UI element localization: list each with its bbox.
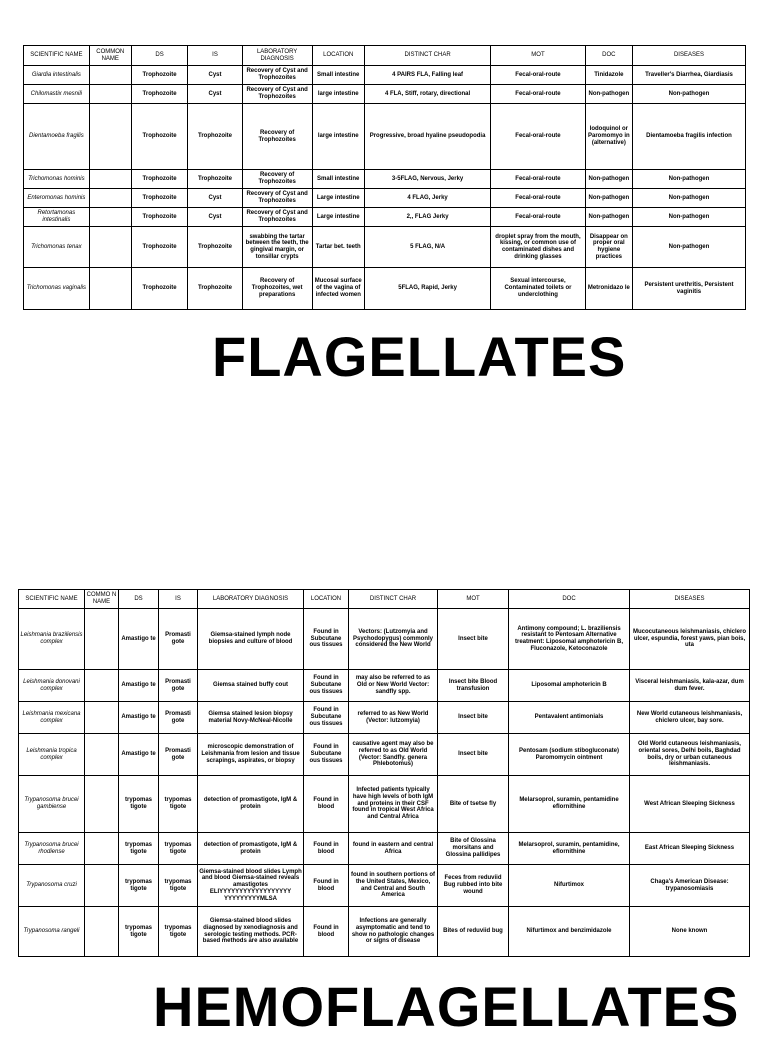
table-row — [19, 734, 750, 776]
column-header: DISTINCT CHAR — [364, 46, 490, 66]
table-row — [19, 670, 750, 702]
column-header: MOT — [491, 46, 585, 66]
table-row — [24, 66, 746, 85]
table-row — [24, 170, 746, 189]
column-header: DOC — [585, 46, 632, 66]
table-cell: Promasti gote — [159, 734, 198, 776]
table-cell: Trypanosoma rangeli — [19, 907, 85, 957]
column-header: LOCATION — [304, 590, 349, 609]
table-cell — [89, 85, 131, 104]
table-header — [19, 590, 750, 609]
table-cell: Large intestine — [312, 189, 364, 208]
table-cell: Recovery of Cyst and Trophozoites — [242, 66, 312, 85]
column-header: COMMON NAME — [89, 46, 131, 66]
table-cell: referred to as New World (Vector: lutzomyia) — [349, 702, 438, 734]
table-cell: Recovery of Trophozoites — [242, 104, 312, 170]
table-cell: Trypanosoma brucei rhodiense — [19, 833, 85, 865]
table-cell: Cyst — [188, 189, 242, 208]
table-cell: Vectors: (Lutzomyia and Psychodopygus) commonly considered the New World — [349, 609, 438, 670]
table-cell: Insect bite Blood transfusion — [438, 670, 509, 702]
table-cell: Infected patients typically have high levels of both IgM and proteins in their CSF found in tropical West Africa and Central Africa — [349, 776, 438, 833]
table-cell: Leishmania braziliensis complex — [19, 609, 85, 670]
table-cell: 4 PAIRS FLA, Falling leaf — [364, 66, 490, 85]
column-header: IS — [159, 590, 198, 609]
table-cell: Trophozoite — [188, 227, 242, 268]
table-cell: Traveller's Diarrhea, Giardiasis — [632, 66, 745, 85]
table-cell: Leishmania tropica complex — [19, 734, 85, 776]
table-cell: Found in Subcutane ous tissues — [304, 702, 349, 734]
table-cell: Non-pathogen — [632, 208, 745, 227]
table-cell: None known — [630, 907, 750, 957]
table-cell — [85, 907, 119, 957]
flagellates-heading: FLAGELLATES — [212, 325, 627, 388]
table-cell: large intestine — [312, 104, 364, 170]
table-cell: Found in blood — [304, 865, 349, 907]
table-cell: Dientamoeba fragilis — [24, 104, 90, 170]
table-cell: Fecal-oral-route — [491, 66, 585, 85]
table-cell: Trophozoite — [131, 170, 187, 189]
table-cell: Iodoquinol or Paromomyo in (alternative) — [585, 104, 632, 170]
table-cell: Amastigo te — [119, 702, 159, 734]
table-cell: Giardia intestinalis — [24, 66, 90, 85]
table-cell: Old World cutaneous leishmaniasis, oriental sores, Delhi boils, Baghdad boils, dry or urban cutaneous leishmaniasis. — [630, 734, 750, 776]
table-cell: trypomas tigote — [119, 907, 159, 957]
table-cell: Liposomal amphotericin B — [509, 670, 630, 702]
table-row — [24, 268, 746, 310]
column-header: IS — [188, 46, 242, 66]
table-cell: causative agent may also be referred to as Old World (Vector: Sandfly. genera Phlebotomus) — [349, 734, 438, 776]
table-row — [19, 609, 750, 670]
table-cell: Giemsa-stained blood slides Lymph and blood Giemsa-stained reveals amastigotes ELIYYYYYYYYYYYYYYYYYY YYYYYYYYYMLSA — [198, 865, 304, 907]
table-cell: Tinidazole — [585, 66, 632, 85]
table-cell: Found in blood — [304, 907, 349, 957]
table-cell: Cyst — [188, 208, 242, 227]
table-cell: Mucosal surface of the vagina of infected women — [312, 268, 364, 310]
table-cell: Promasti gote — [159, 670, 198, 702]
table-cell: Trichomonas vaginalis — [24, 268, 90, 310]
table-cell: Non-pathogen — [632, 170, 745, 189]
table-cell: Giemsa stained buffy cout — [198, 670, 304, 702]
table-cell: Promasti gote — [159, 702, 198, 734]
table-row — [19, 833, 750, 865]
column-header: LABORATORY DIAGNOSIS — [242, 46, 312, 66]
table-cell — [89, 227, 131, 268]
table-row — [19, 865, 750, 907]
flagellates-table — [23, 45, 746, 310]
table-cell: Giemsa stained lesion biopsy material Novy-McNeal-Nicolle — [198, 702, 304, 734]
table-cell: 5 FLAG, N/A — [364, 227, 490, 268]
table-cell — [89, 66, 131, 85]
table-cell: Trophozoite — [131, 268, 187, 310]
table-cell: Large intestine — [312, 208, 364, 227]
table-cell: Bite of Glossina morsitans and Glossina pallidipes — [438, 833, 509, 865]
table-cell: trypomas tigote — [159, 833, 198, 865]
column-header: DS — [131, 46, 187, 66]
table-cell: Mucocutaneous leishmaniasis, chiclero ulcer, espundia, forest yaws, pian bois, uta — [630, 609, 750, 670]
table-cell: Amastigo te — [119, 734, 159, 776]
table-cell: Leishmania donovani complex — [19, 670, 85, 702]
table-cell: Found in blood — [304, 833, 349, 865]
table-cell: Disappear on proper oral hygiene practices — [585, 227, 632, 268]
table-cell: Feces from reduviid Bug rubbed into bite wound — [438, 865, 509, 907]
table-cell: 4 FLA, Stiff, rotary, directional — [364, 85, 490, 104]
table-cell: Leishmania mexicana complex — [19, 702, 85, 734]
column-header: DISEASES — [630, 590, 750, 609]
table-cell: large intestine — [312, 85, 364, 104]
table-cell: trypomas tigote — [119, 865, 159, 907]
table-cell: detection of promastigote, IgM & protein — [198, 776, 304, 833]
table-cell: Chilomastix mesnili — [24, 85, 90, 104]
table-cell: Non-pathogen — [585, 170, 632, 189]
table-cell — [85, 776, 119, 833]
table-cell: droplet spray from the mouth, kissing, or common use of contaminated dishes and drinking glasses — [491, 227, 585, 268]
table-cell — [85, 609, 119, 670]
table-cell: Insect bite — [438, 734, 509, 776]
table-cell: Tartar bet. teeth — [312, 227, 364, 268]
table-cell: may also be referred to as Old or New World Vector: sandfly spp. — [349, 670, 438, 702]
table-row — [24, 85, 746, 104]
table-cell: Visceral leishmaniasis, kala-azar, dum dum fever. — [630, 670, 750, 702]
table-cell: Recovery of Cyst and Trophozoites — [242, 208, 312, 227]
table-cell: Non-pathogen — [585, 189, 632, 208]
table-cell: Trophozoite — [131, 208, 187, 227]
table-cell: Non-pathogen — [585, 208, 632, 227]
table-cell: Insect bite — [438, 609, 509, 670]
table-cell: Found in Subcutane ous tissues — [304, 609, 349, 670]
table-cell — [89, 104, 131, 170]
table-cell: Enteromonas hominis — [24, 189, 90, 208]
table-row — [24, 104, 746, 170]
table-cell: Found in Subcutane ous tissues — [304, 734, 349, 776]
table-cell — [89, 268, 131, 310]
table-cell: West African Sleeping Sickness — [630, 776, 750, 833]
table-cell: Trophozoite — [131, 227, 187, 268]
table-cell: Persistent urethritis, Persistent vaginitis — [632, 268, 745, 310]
table-cell: Small intestine — [312, 66, 364, 85]
table-cell: Trypanosoma brucei gambiense — [19, 776, 85, 833]
table-header — [24, 46, 746, 66]
table-cell — [89, 189, 131, 208]
table-cell: trypomas tigote — [119, 776, 159, 833]
table-cell — [85, 702, 119, 734]
table-cell: Small intestine — [312, 170, 364, 189]
table-cell: trypomas tigote — [159, 907, 198, 957]
table-cell: Amastigo te — [119, 609, 159, 670]
table-row — [24, 208, 746, 227]
column-header: DS — [119, 590, 159, 609]
table-cell: Giemsa-stained lymph node biopsies and culture of blood — [198, 609, 304, 670]
table-cell: Fecal-oral-route — [491, 189, 585, 208]
table-cell: Recovery of Cyst and Trophozoites — [242, 85, 312, 104]
table-cell: Recovery of Trophozoites, wet preparations — [242, 268, 312, 310]
table-cell — [85, 734, 119, 776]
table-cell: Fecal-oral-route — [491, 85, 585, 104]
table-cell: Found in blood — [304, 776, 349, 833]
table-cell: Trophozoite — [131, 104, 187, 170]
table-cell: Melarsoprol, suramin, pentamidine, eflornithine — [509, 833, 630, 865]
table-cell: Chaga's American Disease: trypanosomiasis — [630, 865, 750, 907]
column-header: LOCATION — [312, 46, 364, 66]
table-cell: Recovery of Cyst and Trophozoites — [242, 189, 312, 208]
hemoflagellates-heading: HEMOFLAGELLATES — [153, 975, 740, 1038]
table-cell: trypomas tigote — [159, 865, 198, 907]
table-cell: found in eastern and central Africa — [349, 833, 438, 865]
table-cell: Antimony compound; L. braziliensis resistant to Pentosam Alternative treatment: Liposomal amphotericin B, Fluconazole, Ketoconazole — [509, 609, 630, 670]
column-header: MOT — [438, 590, 509, 609]
table-row — [24, 227, 746, 268]
table-cell: East African Sleeping Sickness — [630, 833, 750, 865]
column-header: COMMO N NAME — [85, 590, 119, 609]
table-cell: Insect bite — [438, 702, 509, 734]
table-cell — [85, 865, 119, 907]
table-cell: detection of promastigote, IgM & protein — [198, 833, 304, 865]
hemoflagellates-table — [18, 589, 750, 957]
table-cell: Infections are generally asymptomatic and tend to show no pathologic changes or signs of disease — [349, 907, 438, 957]
table-cell: Trophozoite — [188, 104, 242, 170]
table-cell: Pentosam (sodium stibogluconate) Paromomycin ointment — [509, 734, 630, 776]
column-header: DOC — [509, 590, 630, 609]
table-cell: Amastigo te — [119, 670, 159, 702]
table-cell: New World cutaneous leishmaniasis, chiclero ulcer, bay sore. — [630, 702, 750, 734]
table-cell: Fecal-oral-route — [491, 170, 585, 189]
table-cell — [85, 833, 119, 865]
table-cell: 2,, FLAG Jerky — [364, 208, 490, 227]
table-cell: Fecal-oral-route — [491, 208, 585, 227]
column-header: SCIENTIFIC NAME — [19, 590, 85, 609]
column-header: DISTINCT CHAR — [349, 590, 438, 609]
table-cell: trypomas tigote — [159, 776, 198, 833]
table-cell: Nifurtimox and benzimidazole — [509, 907, 630, 957]
table-cell: Retortamonas intestinalis — [24, 208, 90, 227]
table-cell: Metronidazo le — [585, 268, 632, 310]
table-cell: Trophozoite — [188, 170, 242, 189]
table-row — [19, 907, 750, 957]
table-cell: Non-pathogen — [632, 85, 745, 104]
column-header: DISEASES — [632, 46, 745, 66]
table-cell: Found in Subcutane ous tissues — [304, 670, 349, 702]
table-cell: Trypanosoma cruzi — [19, 865, 85, 907]
table-cell: Cyst — [188, 66, 242, 85]
table-cell: Non-pathogen — [632, 227, 745, 268]
table-cell: Promasti gote — [159, 609, 198, 670]
table-cell: Trichomonas hominis — [24, 170, 90, 189]
table-cell: Nifurtimox — [509, 865, 630, 907]
table-cell: Cyst — [188, 85, 242, 104]
table-cell — [89, 170, 131, 189]
table-row — [19, 702, 750, 734]
table-cell: Sexual intercourse, Contaminated toilets or underclothing — [491, 268, 585, 310]
table-cell: Trophozoite — [131, 189, 187, 208]
table-cell: Trichomonas tenax — [24, 227, 90, 268]
table-cell — [89, 208, 131, 227]
table-cell: Non-pathogen — [632, 189, 745, 208]
table-cell: Recovery of Trophozoites — [242, 170, 312, 189]
column-header: LABORATORY DIAGNOSIS — [198, 590, 304, 609]
table-cell: Bites of reduviid bug — [438, 907, 509, 957]
table-cell: Non-pathogen — [585, 85, 632, 104]
table-cell: Trophozoite — [188, 268, 242, 310]
table-cell: swabbing the tartar between the teeth, the gingival margin, or tonsillar crypts — [242, 227, 312, 268]
table-cell: Trophozoite — [131, 66, 187, 85]
table-row — [19, 776, 750, 833]
table-cell: Fecal-oral-route — [491, 104, 585, 170]
table-cell — [85, 670, 119, 702]
table-cell: Melarsoprol, suramin, pentamidine eflornithine — [509, 776, 630, 833]
table-cell: found in southern portions of the United States, Mexico, and Central and South America — [349, 865, 438, 907]
column-header: SCIENTIFIC NAME — [24, 46, 90, 66]
table-cell: Bite of tsetse fly — [438, 776, 509, 833]
table-cell: Giemsa-stained blood slides diagnosed by xenodiagnosis and serologic testing methods. PCR-based methods are also available — [198, 907, 304, 957]
table-row — [24, 189, 746, 208]
table-cell: 3-5FLAG, Nervous, Jerky — [364, 170, 490, 189]
table-cell: Dientamoeba fragilis infection — [632, 104, 745, 170]
table-cell: Progressive, broad hyaline pseudopodia — [364, 104, 490, 170]
table-cell: 5FLAG, Rapid, Jerky — [364, 268, 490, 310]
table-cell: Trophozoite — [131, 85, 187, 104]
table-cell: Pentavalent antimonials — [509, 702, 630, 734]
table-cell: microscopic demonstration of Leishmania from lesion and tissue scrapings, aspirates, or biopsy — [198, 734, 304, 776]
table-cell: trypomas tigote — [119, 833, 159, 865]
table-cell: 4 FLAG, Jerky — [364, 189, 490, 208]
